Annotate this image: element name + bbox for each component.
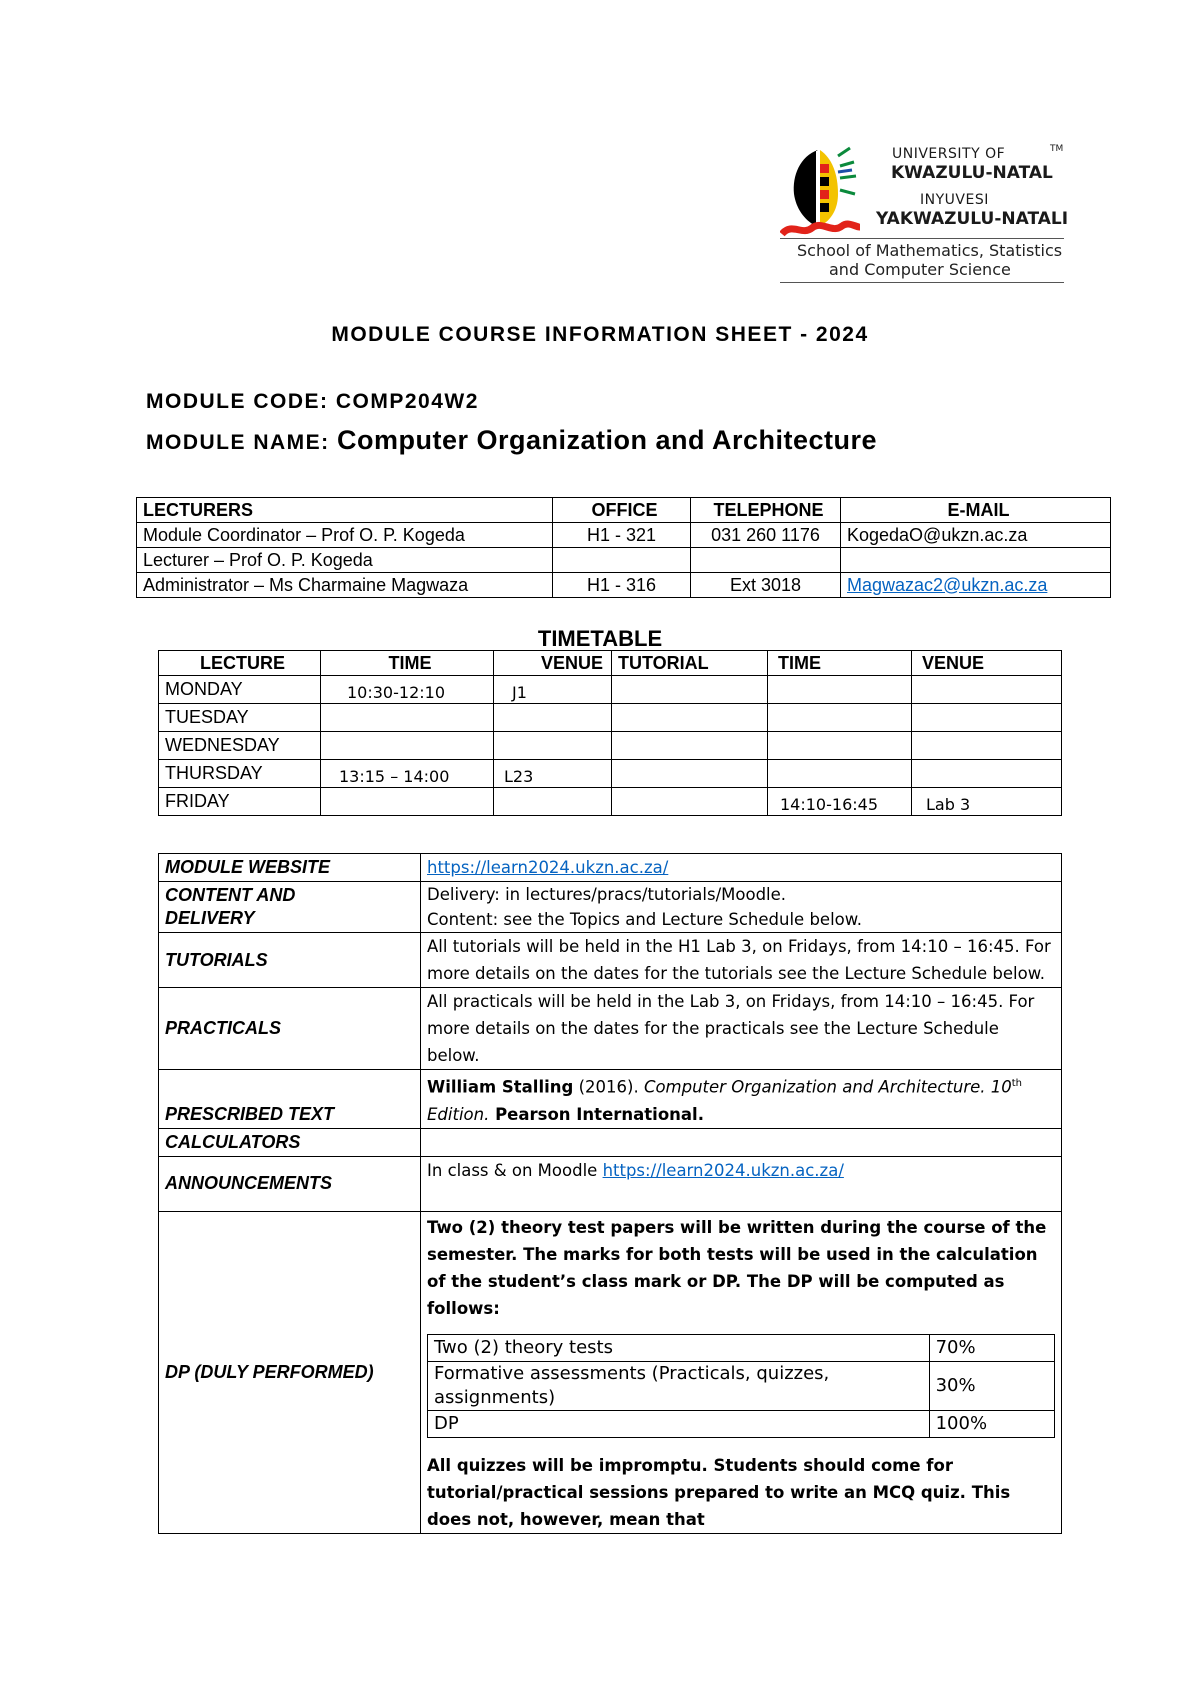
lecture-day: WEDNESDAY bbox=[159, 732, 321, 760]
table-row bbox=[159, 704, 1062, 732]
tutorial-cell bbox=[612, 732, 768, 760]
lecture-day: THURSDAY bbox=[159, 760, 321, 788]
table-row bbox=[159, 882, 1062, 933]
table-row bbox=[159, 760, 1062, 788]
school-name-line-2: and Computer Science bbox=[829, 260, 1011, 279]
lecturer-email bbox=[841, 548, 1111, 573]
table-header-row bbox=[137, 498, 1111, 523]
university-logo bbox=[780, 142, 1070, 284]
column-header: TELEPHONE bbox=[691, 498, 841, 523]
table-row bbox=[159, 1128, 1062, 1156]
lecturer-role: Lecturer – Prof O. P. Kogeda bbox=[137, 548, 553, 573]
tutorials-label: TUTORIALS bbox=[159, 933, 421, 988]
lecture-venue: L23 bbox=[494, 760, 612, 788]
text-edition: Edition. bbox=[427, 1104, 490, 1124]
lecture-day: MONDAY bbox=[159, 676, 321, 704]
dp-label: DP (DULY PERFORMED) bbox=[159, 1211, 421, 1533]
table-row bbox=[159, 988, 1062, 1070]
lecture-venue bbox=[494, 732, 612, 760]
module-info-table bbox=[158, 853, 1062, 1534]
announcements-value bbox=[421, 1156, 1062, 1211]
lecturer-phone: Ext 3018 bbox=[691, 573, 841, 598]
table-row bbox=[159, 1211, 1062, 1533]
column-header: VENUE bbox=[494, 651, 612, 676]
sheet-title: MODULE COURSE INFORMATION SHEET - 2024 bbox=[331, 323, 869, 346]
prescribed-text-value bbox=[421, 1070, 1062, 1129]
practicals-value: All practicals will be held in the Lab 3, on Fridays, from 14:10 – 16:45. For more details on the dates for the practicals see the Lecture Schedule below. bbox=[421, 988, 1062, 1070]
module-code bbox=[146, 390, 479, 414]
lecturer-office bbox=[553, 548, 691, 573]
lecturer-office: H1 - 316 bbox=[553, 573, 691, 598]
dp-item: Formative assessments (Practicals, quizzes, assignments) bbox=[428, 1361, 930, 1410]
logo-divider bbox=[780, 282, 1064, 283]
lecturer-role: Module Coordinator – Prof O. P. Kogeda bbox=[137, 523, 553, 548]
content-line: Delivery: in lectures/pracs/tutorials/Moodle. bbox=[427, 885, 787, 904]
announcements-text: In class & on Moodle bbox=[427, 1160, 603, 1180]
timetable-title: TIMETABLE bbox=[537, 626, 663, 651]
tutorial-time bbox=[768, 676, 912, 704]
lecture-venue bbox=[494, 788, 612, 816]
logo-line-2: KWAZULU-NATAL bbox=[891, 163, 1053, 183]
logo-divider bbox=[780, 238, 1064, 239]
dp-weighting-table bbox=[427, 1334, 1055, 1438]
website-link[interactable]: https://learn2024.ukzn.ac.za/ bbox=[427, 858, 669, 877]
prescribed-text-label: PRESCRIBED TEXT bbox=[159, 1070, 421, 1129]
dp-weight: 100% bbox=[929, 1410, 1054, 1437]
table-row bbox=[428, 1410, 1055, 1437]
tutorial-time bbox=[768, 760, 912, 788]
tutorial-time: 14:10-16:45 bbox=[768, 788, 912, 816]
content-value bbox=[421, 882, 1062, 933]
lecturer-office: H1 - 321 bbox=[553, 523, 691, 548]
ukzn-shield-icon bbox=[780, 142, 860, 242]
announcements-label: ANNOUNCEMENTS bbox=[159, 1156, 421, 1211]
table-row bbox=[428, 1334, 1055, 1361]
text-author: William Stalling bbox=[427, 1077, 574, 1097]
table-row bbox=[159, 1156, 1062, 1211]
lecturer-email: KogedaO@ukzn.ac.za bbox=[841, 523, 1111, 548]
lecture-day: TUESDAY bbox=[159, 704, 321, 732]
logo-line-4: YAKWAZULU-NATALI bbox=[876, 209, 1069, 229]
table-row bbox=[159, 854, 1062, 882]
tutorial-cell bbox=[612, 676, 768, 704]
dp-value bbox=[421, 1211, 1062, 1533]
table-row bbox=[137, 548, 1111, 573]
tutorial-venue bbox=[912, 732, 1062, 760]
column-header: VENUE bbox=[912, 651, 1062, 676]
table-row bbox=[159, 788, 1062, 816]
dp-intro: Two (2) theory test papers will be written during the course of the semester. The marks for both tests will be used in the calculation of the student’s class mark or DP. The DP will be computed as follows: bbox=[427, 1217, 1047, 1318]
table-row bbox=[137, 523, 1111, 548]
table-row bbox=[159, 732, 1062, 760]
lecturer-email bbox=[841, 573, 1111, 598]
column-header: LECTURE bbox=[159, 651, 321, 676]
table-row bbox=[428, 1361, 1055, 1410]
table-header-row bbox=[159, 651, 1062, 676]
dp-item: Two (2) theory tests bbox=[428, 1334, 930, 1361]
calculators-value bbox=[421, 1128, 1062, 1156]
table-row bbox=[159, 933, 1062, 988]
calculators-label: CALCULATORS bbox=[159, 1128, 421, 1156]
logo-line-3: INYUVESI bbox=[920, 192, 989, 208]
module-code-value: COMP204W2 bbox=[335, 390, 479, 413]
content-label bbox=[159, 882, 421, 933]
lecture-day: FRIDAY bbox=[159, 788, 321, 816]
lecture-time bbox=[321, 732, 494, 760]
lecture-venue bbox=[494, 704, 612, 732]
tutorial-cell bbox=[612, 788, 768, 816]
content-line: Content: see the Topics and Lecture Schedule below. bbox=[427, 910, 862, 929]
module-name-label: MODULE NAME: bbox=[146, 431, 330, 454]
dp-weight: 30% bbox=[929, 1361, 1054, 1410]
column-header: E-MAIL bbox=[841, 498, 1111, 523]
lecturer-phone: 031 260 1176 bbox=[691, 523, 841, 548]
lecturers-table bbox=[136, 497, 1111, 598]
website-label: MODULE WEBSITE bbox=[159, 854, 421, 882]
table-row bbox=[137, 573, 1111, 598]
table-row bbox=[159, 676, 1062, 704]
school-name-line-1: School of Mathematics, Statistics bbox=[797, 241, 1063, 260]
dp-weight: 70% bbox=[929, 1334, 1054, 1361]
column-header: TIME bbox=[768, 651, 912, 676]
timetable-table bbox=[158, 650, 1062, 816]
column-header: LECTURERS bbox=[137, 498, 553, 523]
column-header: TIME bbox=[321, 651, 494, 676]
module-name bbox=[146, 425, 877, 456]
lecture-venue: J1 bbox=[494, 676, 612, 704]
lecture-time: 10:30-12:10 bbox=[321, 676, 494, 704]
lecture-time bbox=[321, 788, 494, 816]
tutorial-time bbox=[768, 704, 912, 732]
trademark-mark: TM bbox=[1050, 144, 1064, 154]
dp-outro: All quizzes will be impromptu. Students should come for tutorial/practical sessions prepared to write an MCQ quiz. This does not, however, mean that bbox=[427, 1455, 1011, 1529]
content-label-line: DELIVERY bbox=[165, 908, 255, 928]
table-row bbox=[159, 1070, 1062, 1129]
lecturer-role: Administrator – Ms Charmaine Magwaza bbox=[137, 573, 553, 598]
tutorial-venue bbox=[912, 704, 1062, 732]
dp-item: DP bbox=[428, 1410, 930, 1437]
column-header: TUTORIAL bbox=[612, 651, 768, 676]
tutorial-venue bbox=[912, 676, 1062, 704]
tutorial-time bbox=[768, 732, 912, 760]
text-year: (2016). bbox=[573, 1077, 644, 1097]
tutorial-venue: Lab 3 bbox=[912, 788, 1062, 816]
module-code-label: MODULE CODE: bbox=[146, 390, 329, 413]
lecturer-phone bbox=[691, 548, 841, 573]
admin-email-link[interactable]: Magwazac2@ukzn.ac.za bbox=[847, 574, 1048, 595]
announcements-link[interactable]: https://learn2024.ukzn.ac.za/ bbox=[602, 1160, 844, 1180]
text-title: Computer Organization and Architecture. 10 bbox=[643, 1077, 1012, 1097]
practicals-label: PRACTICALS bbox=[159, 988, 421, 1070]
logo-line-1: UNIVERSITY OF bbox=[892, 146, 1006, 162]
lecture-time bbox=[321, 704, 494, 732]
website-value bbox=[421, 854, 1062, 882]
column-header: OFFICE bbox=[553, 498, 691, 523]
tutorial-cell bbox=[612, 704, 768, 732]
lecture-time: 13:15 – 14:00 bbox=[321, 760, 494, 788]
text-publisher: Pearson International. bbox=[489, 1104, 704, 1124]
tutorials-value: All tutorials will be held in the H1 Lab 3, on Fridays, from 14:10 – 16:45. For more details on the dates for the tutorials see the Lecture Schedule below. bbox=[421, 933, 1062, 988]
tutorial-cell bbox=[612, 760, 768, 788]
text-superscript: th bbox=[1011, 1078, 1023, 1089]
content-label-line: CONTENT AND bbox=[165, 885, 296, 905]
tutorial-venue bbox=[912, 760, 1062, 788]
module-name-value: Computer Organization and Architecture bbox=[337, 425, 878, 455]
